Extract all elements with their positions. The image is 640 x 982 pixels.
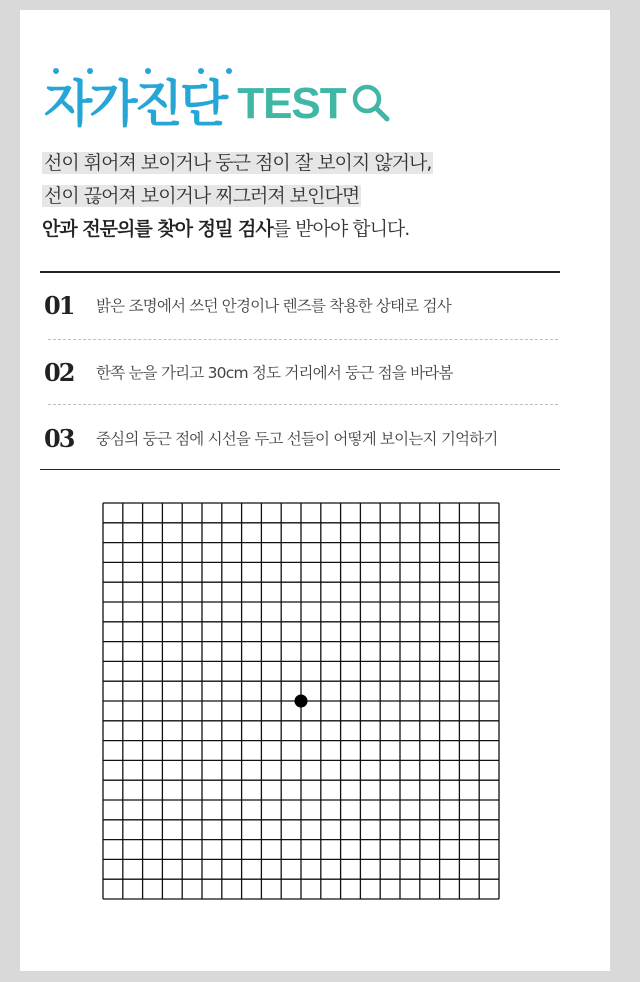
step-text: 밝은 조명에서 쓰던 안경이나 렌즈를 착용한 상태로 검사 [96, 297, 451, 315]
step-number: 02 [44, 357, 74, 387]
amsler-grid [102, 502, 500, 900]
step-number: 03 [44, 423, 74, 453]
page-title [44, 64, 392, 134]
intro-line-2: 선이 끊어져 보이거나 찌그러져 보인다면 [44, 185, 360, 207]
amsler-grid-svg [102, 502, 500, 900]
intro-line-3-rest: 를 받아야 합니다. [272, 218, 410, 240]
step-item-3 [44, 423, 560, 453]
step-text: 중심의 둥근 점에 시선을 두고 선들이 어떻게 보이는지 기억하기 [96, 430, 498, 448]
intro-line-1: 선이 휘어져 보이거나 둥근 점이 잘 보이지 않거나, [44, 152, 432, 174]
step-number: 01 [44, 290, 74, 320]
step-text: 한쪽 눈을 가리고 30cm 정도 거리에서 둥근 점을 바라봄 [96, 364, 453, 382]
intro-text [42, 147, 562, 246]
divider-bottom [40, 469, 560, 470]
title-korean: 자가진단 [44, 74, 225, 134]
title-english: TEST [237, 79, 346, 128]
center-dot [295, 695, 308, 708]
title-dots [44, 68, 244, 78]
step-divider [48, 339, 558, 340]
step-item-2 [44, 357, 560, 387]
intro-line-3-bold: 안과 전문의를 찾아 정밀 검사 [42, 218, 273, 240]
step-item-1 [44, 290, 560, 320]
step-divider [48, 404, 558, 405]
divider-top [40, 271, 560, 273]
search-icon [350, 82, 392, 124]
